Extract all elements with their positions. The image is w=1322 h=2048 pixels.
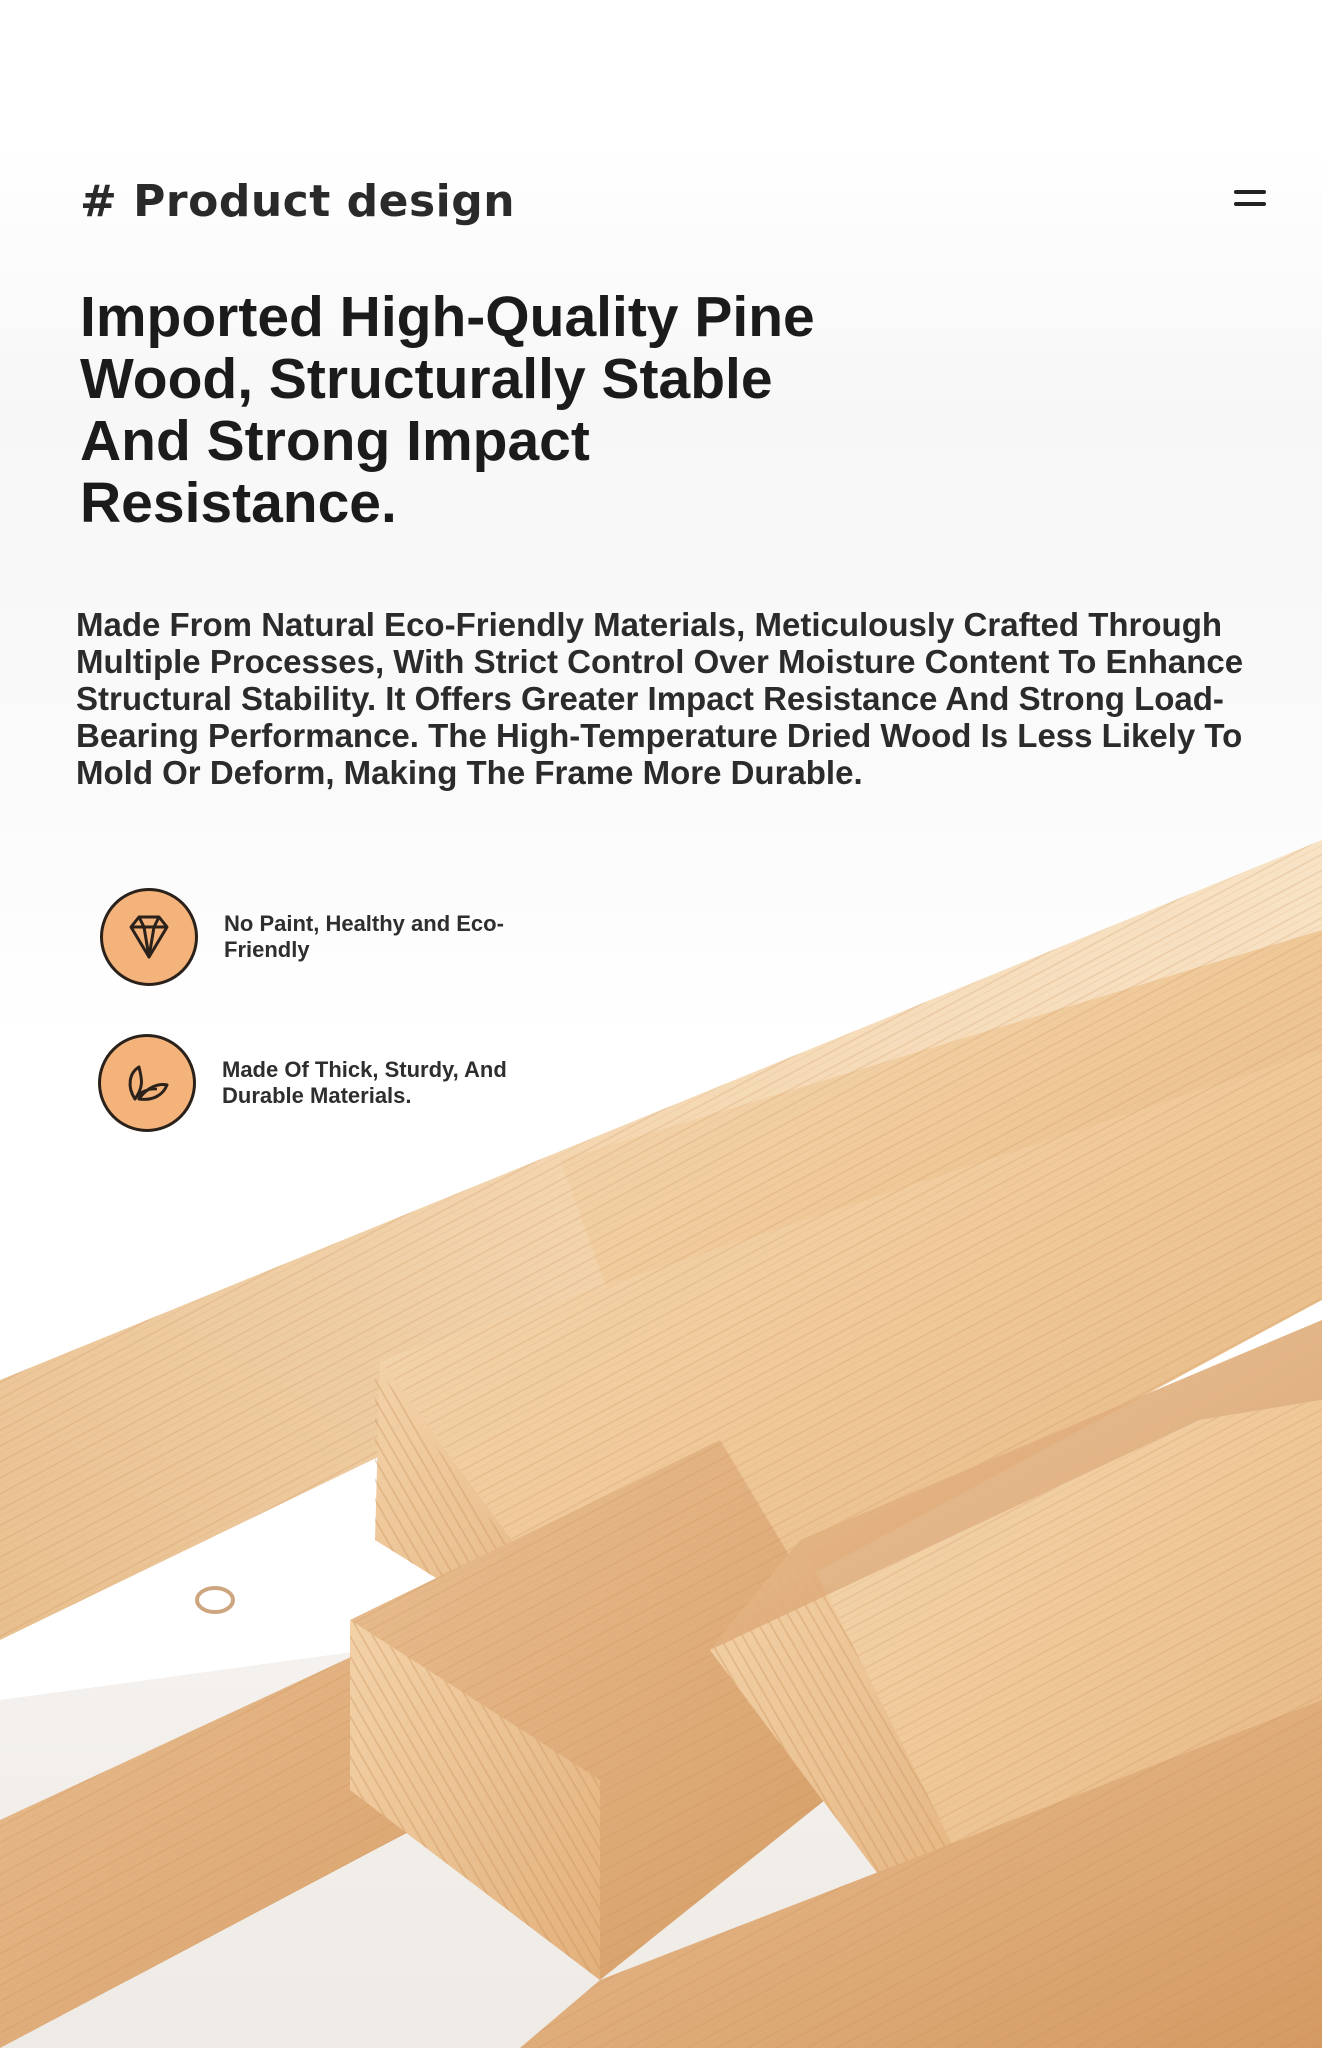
feature-item (98, 1034, 522, 1132)
diamond-icon (100, 888, 198, 986)
feature-text: Made Of Thick, Sturdy, And Durable Materials. (222, 1057, 507, 1108)
menu-icon-bar (1234, 190, 1266, 194)
leaf-icon (98, 1034, 196, 1132)
description: Made From Natural Eco-Friendly Materials, Meticulously Crafted Through Multiple Processes, With Strict Control Over Moisture Content To Enhance Structural Stability. It Offers Greater Impact Resistance And Strong Load-Bearing Performance. The High-Temperature Dried Wood Is Less Likely To Mold Or Deform, Making The Frame More Durable. (76, 606, 1244, 791)
feature-item (100, 888, 524, 986)
feature-text: No Paint, Healthy and Eco-Friendly (224, 911, 504, 962)
menu-icon[interactable] (1234, 190, 1266, 214)
menu-icon-bar (1234, 202, 1266, 206)
headline: Imported High-Quality Pine Wood, Structurally Stable And Strong Impact Resistance. (80, 285, 815, 535)
section-tag: # Product design (80, 176, 516, 227)
